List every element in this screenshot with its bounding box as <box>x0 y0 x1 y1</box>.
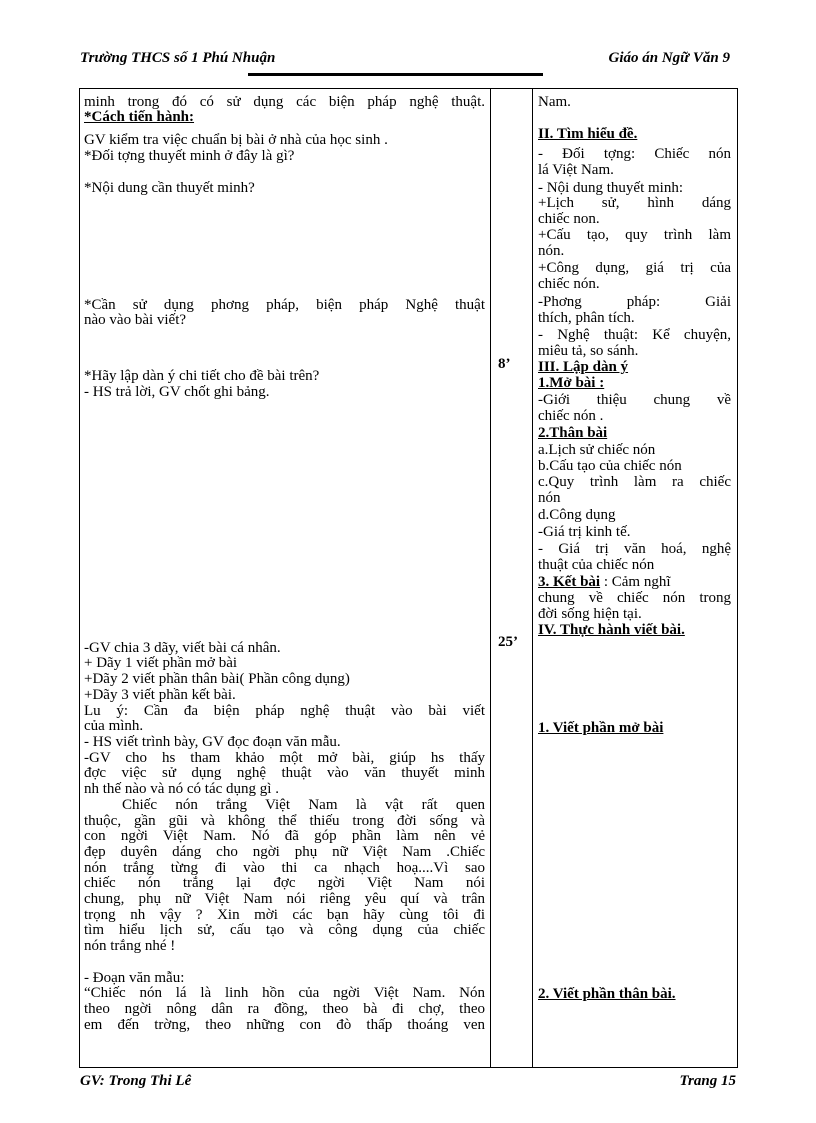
left-line: em đến trờng, theo những con đò thấp thoáng ven <box>84 1017 485 1033</box>
right-line: +Công dụng, giá trị của <box>538 260 731 276</box>
right-line: III. Lập dàn ý <box>538 359 629 375</box>
left-line: thuộc, gần gũi và không thể thiếu trong đời sống và <box>84 813 485 829</box>
right-line <box>538 575 731 590</box>
right-line: lá Việt Nam. <box>538 162 614 178</box>
right-line: a.Lịch sử chiếc nón <box>538 442 656 458</box>
left-line: +Dãy 3 viết phần kết bài. <box>84 687 236 703</box>
time-8min: 8’ <box>498 356 511 372</box>
left-line: +Dãy 2 viết phần thân bài( Phần công dụng) <box>84 671 350 687</box>
right-line: -Phơng pháp: Giải <box>538 294 731 310</box>
header-school: Trường THCS số 1 Phú Nhuận <box>80 50 276 66</box>
right-line: Nam. <box>538 94 571 110</box>
right-line: chiếc non. <box>538 211 600 227</box>
column-divider-2 <box>532 89 533 1067</box>
right-line: đời sống hiện tại. <box>538 606 642 622</box>
left-line: nón trắng nhé ! <box>84 938 176 954</box>
right-line: c.Quy trình làm ra chiếc <box>538 474 731 490</box>
right-line: thuật của chiếc nón <box>538 557 655 573</box>
right-line: thích, phân tích. <box>538 310 635 326</box>
time-25min: 25’ <box>498 634 518 650</box>
ket-bai-heading: 3. Kết bài <box>538 574 601 590</box>
left-line: nón trắng từng đi vào thi ca nhạch hoạ....Vì sao <box>84 860 485 876</box>
left-line: - HS trả lời, GV chốt ghi bảng. <box>84 384 270 400</box>
left-line: + Dãy 1 viết phần mở bài <box>84 655 238 671</box>
left-line: nh thế nào và nó có tác dụng gì . <box>84 781 279 797</box>
column-divider-1 <box>490 89 491 1067</box>
right-line: II. Tìm hiểu đề. <box>538 126 638 142</box>
left-line: minh trong đó có sử dụng các biện pháp nghệ thuật. <box>84 94 485 110</box>
right-line: d.Công dụng <box>538 507 616 523</box>
header-subject: Giáo án Ngữ Văn 9 <box>608 50 730 66</box>
right-line: nón. <box>538 243 565 259</box>
left-line: đẹp duyên dáng cho ngời phụ nữ Việt Nam .Chiếc <box>84 844 485 860</box>
right-line: chiếc nón . <box>538 408 604 424</box>
left-line: “Chiếc nón lá là linh hồn của ngời Việt Nam. Nón <box>84 985 485 1001</box>
right-line: - Đối tợng: Chiếc nón <box>538 146 731 162</box>
right-line: 2.Thân bài <box>538 425 608 441</box>
left-line: *Nội dung cần thuyết minh? <box>84 180 255 196</box>
left-line: - Đoạn văn mẫu: <box>84 970 185 986</box>
right-line: - Giá trị văn hoá, nghệ <box>538 541 731 557</box>
right-line: chung về chiếc nón trong <box>538 590 731 606</box>
left-line: *Cần sử dụng phơng pháp, biện pháp Nghệ thuật <box>84 297 485 313</box>
right-line: miêu tả, so sánh. <box>538 343 639 359</box>
left-line: tìm hiểu lịch sử, cấu tạo và công dụng của chiếc <box>84 922 485 938</box>
right-line: - Nội dung thuyết minh: <box>538 180 683 196</box>
right-line: -Giới thiệu chung về <box>538 392 731 408</box>
right-line: 2. Viết phần thân bài. <box>538 986 676 1002</box>
left-line: trọng nh vậy ? Xin mời các bạn hãy cùng tôi đi <box>84 907 485 923</box>
left-line: Lu ý: Cần đa biện pháp nghệ thuật vào bài viết <box>84 703 485 719</box>
left-line: *Hãy lập dàn ý chi tiết cho đề bài trên? <box>84 368 320 384</box>
ket-bai-text: : Cảm nghĩ <box>600 574 671 590</box>
right-line: - Nghệ thuật: Kể chuyện, <box>538 327 731 343</box>
right-line: -Giá trị kinh tế. <box>538 524 631 540</box>
left-line: *Cách tiến hành: <box>84 109 195 125</box>
right-line: b.Cấu tạo của chiếc nón <box>538 458 682 474</box>
header-rule <box>248 73 543 76</box>
left-line: chung, phụ nữ Việt Nam nói riêng yêu quí và trân <box>84 891 485 907</box>
lesson-table <box>79 88 738 1068</box>
left-line: -GV cho hs tham khảo một mở bài, giúp hs thấy <box>84 750 485 766</box>
left-line: nào vào bài viết? <box>84 312 187 328</box>
right-line: +Cấu tạo, quy trình làm <box>538 227 731 243</box>
right-line: IV. Thực hành viết bài. <box>538 622 685 638</box>
left-line: -GV chia 3 dãy, viết bài cá nhân. <box>84 640 281 656</box>
left-line: GV kiểm tra việc chuẩn bị bài ở nhà của học sinh . <box>84 132 388 148</box>
left-line: theo ngời nông dân ra đồng, theo bà đi chợ, theo <box>84 1001 485 1017</box>
left-line: *Đối tợng thuyết minh ở đây là gì? <box>84 148 295 164</box>
footer-teacher: GV: Trong Thi Lê <box>80 1073 192 1089</box>
right-line: nón <box>538 490 561 506</box>
right-line: +Lịch sử, hình dáng <box>538 195 731 211</box>
right-line: 1. Viết phần mở bài <box>538 720 664 736</box>
left-line: Chiếc nón trắng Việt Nam là vật rất quen <box>122 797 485 813</box>
left-line: của mình. <box>84 718 144 734</box>
footer-page: Trang 15 <box>679 1073 736 1089</box>
left-line: đợc việc sử dụng nghệ thuật vào văn thuyết minh <box>84 765 485 781</box>
left-line: con ngời Việt Nam. Nó đã góp phần làm nên vẻ <box>84 828 485 844</box>
right-line: chiếc nón. <box>538 276 600 292</box>
left-line: chiếc nón trắng lại đợc ngời Việt Nam nói <box>84 875 485 891</box>
right-line: 1.Mở bài : <box>538 375 605 391</box>
left-line: - HS viết trình bày, GV đọc đoạn văn mẫu. <box>84 734 341 750</box>
